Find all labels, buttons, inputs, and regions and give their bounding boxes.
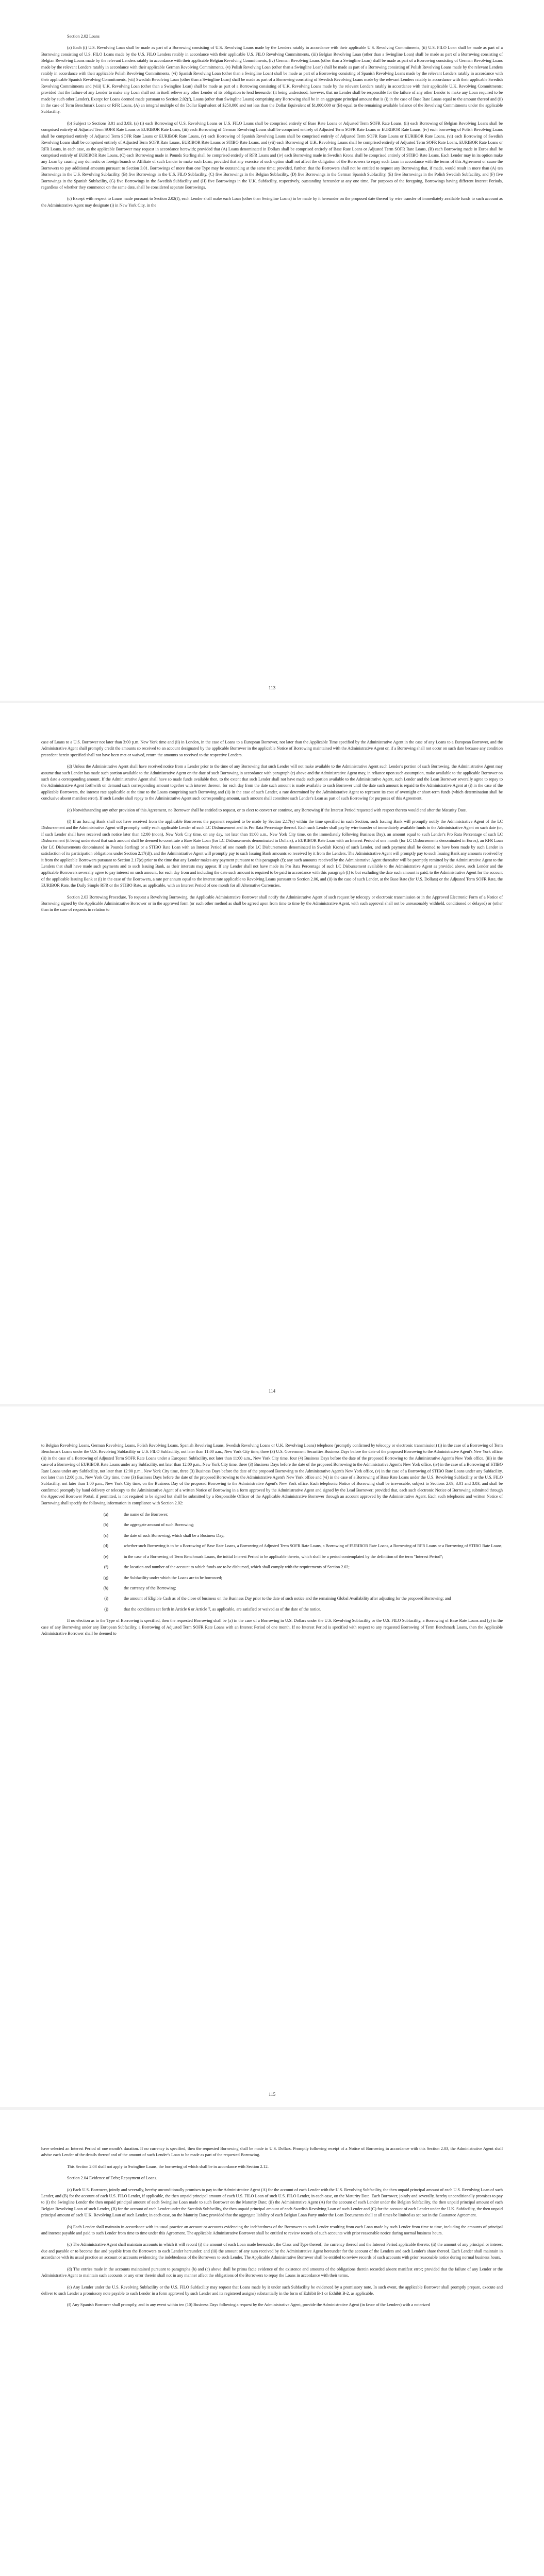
- list-item: (b) the aggregate amount of such Borrowing;: [103, 1522, 194, 1528]
- paragraph-2-02-b: (b) Subject to Sections 3.01 and 3.03, (a) (i) each Borrowing of U.S. Revolving Loans or U.S. FILO Loans shall be comprised entirely of Base Rate Loans or Adjusted Term SOFR Rate Loans, (ii) each Borrowing of Belgian Revolving Loans shall be comprised entirely of Adjusted Term SOFR Rate Loans or EURIBOR Rate Loans, (iii) each Borrowing of German Revolving Loans shall be comprised entirely of Adjusted Term SOFR Rate Loans or EURIBOR Rate Loans, (iv) each borrowing of Polish Revolving Loans shall be comprised entirely of Adjusted Term SOFR Rate Loans or EURIBOR Rate Loans, (v) each Borrowing of Spanish Revolving Loans shall be comprised entirely of Adjusted Term SOFR Rate Loans or EURIBOR Rate Loans, (vi) each Borrowing of Swedish Revolving Loans shall be comprised entirely of Adjusted Term SOFR Rate Loans, EURIBOR Rate Loans or STIBO Rate Loans, and (vii) each Borrowing of U.K. Revolving Loans shall be comprised entirely of Adjusted Term SOFR Rate Loans, EURIBOR Rate Loans or RFR Loans, in each case, as the applicable Borrower may request in accordance herewith; provided that (A) Loans denominated in Dollars shall be comprised entirely of Base Rate Loans or Adjusted Term SOFR Rate Loans, (B) each Borrowing made in Euros shall be comprised entirely of EURIBOR Rate Loans, (C) each Borrowing made in Pounds Sterling shall be comprised entirely of RFR Loans and (iv) each Borrowing made in Swedish Krona shall be comprised entirely of STIBO Rate Loans. Each Lender may in its option make any Loan by causing any domestic or foreign branch or Affiliate of such Lender to make such Loan; provided that any exercise of such option shall not affect the obligation of the Borrowers to repay such Loan in accordance with the terms of this Agreement or cause the Borrowers to pay additional amounts pursuant to Section 3.01. Borrowings of more than one Type may be outstanding at the same time; provided, further, that the Borrowers shall not be entitled to request any Borrowing that, if made, would result in more than (A) ten Borrowings in the U.S. Revolving Subfacility, (B) five Borrowings in the U.S. FILO Subfacility, (C) five Borrowings in the Belgian Subfacility, (D) five Borrowings in the German Spanish Subfacility, (E) five Borrowings in the Polish Swedish Subfacility, and (F) five Borrowings in the Spanish Subfacility, (G) five Borrowings in the Swedish Subfacility and (H) five Borrowings in the U.K. Subfacility, respectively, outstanding hereunder at any one time. For purposes of the foregoing, Borrowings having different Interest Periods, regardless of whether they commence on the same date, shall be considered separate Borrowings.: [41, 121, 503, 190]
- notice-requirements-list: [41, 1512, 503, 1613]
- page-116: [0, 2110, 544, 2576]
- list-item: (c) the date of such Borrowing, which shall be a Business Day;: [103, 1533, 225, 1538]
- page-115-content: [41, 1443, 503, 1642]
- page-114: [0, 703, 544, 1404]
- list-item: (g) the Subfacility under which the Loans are to be borrowed;: [103, 1575, 222, 1580]
- list-item: (a) the name of the Borrower;: [103, 1512, 169, 1517]
- list-item: (i) the amount of Eligible Cash as of the close of business on the Business Day prior to the date of such notice and the remaining Global Availability after adjusting for the proposed Borrowing; and: [104, 1596, 451, 1601]
- page-113-content: [41, 33, 503, 214]
- page-115: [0, 1406, 544, 2107]
- paragraph-2-04-a: (a) Each U.S. Borrower, jointly and severally, hereby unconditionally promises to pay to the Administrative Agent (A) for the account of each Lender with the U.S. Revolving Subfacility, the then unpaid principal amount of each U.S. Revolving Loan of such Lender, and (B) for the account of each U.S. FILO Lender, if applicable, the then unpaid principal amount of each U.S. FILO Loan of such U.S. FILO Lender, in each case, on the Maturity Date. Each Borrower, jointly and severally, hereby unconditionally promises to pay to (i) the Swingline Lender the then unpaid principal amount of each Swingline Loan made to such Borrower on the Maturity Date; (ii) the Administrative Agent (A) for the account of each Lender under the Belgian Subfacility, the then unpaid principal amount of each Belgian Revolving Loan of such Lender, (B) for the account of each Lender under the Swedish Subfacility, the then unpaid principal amount of each Swedish Revolving Loan of such Lender and (C) for the account of each Lender under the U.K. Subfacility, the then unpaid principal amount of each U.K. Revolving Loan of such Lender, in each case, on the Maturity Date; provided that the aggregate liability of each Belgian Loan Party under the Loan Documents shall at all times be limited as set out in the Guarantee Agreement.: [41, 2187, 503, 2218]
- paragraph-2-04-e: (e) Any Lender under the U.S. Revolving Subfacility or the U.S. FILO Subfacility may request that Loans made by it under such Subfacility be evidenced by a promissory note. In such event, the applicable Borrower shall promptly prepare, execute and deliver to such Lender a promissory note payable to such Lender in a form approved by such Lender and its registered assigns) substantially in the form of Exhibit B-1 or Exhibit B-2, as applicable.: [41, 2284, 503, 2296]
- section-heading-2-04: Section 2.04 Evidence of Debt; Repayment of Loans.: [67, 2176, 157, 2181]
- list-item: (d) whether such Borrowing is to be a Borrowing of Base Rate Loans, a Borrowing of Adjusted Term SOFR Rate Loans, a Borrowing of EURIBOR Rate Loans, a Borrowing of RFR Loans or a Borrowing of STIBO Rate Loans;: [103, 1544, 503, 1549]
- paragraph-2-02-a: (a) Each (i) U.S. Revolving Loan shall be made as part of a Borrowing consisting of U.S. Revolving Loans made by the Lenders ratably in accordance with their applicable U.S. Revolving Commitments, (ii) U.S. FILO Loan shall be made as part of a Borrowing consisting of U.S. FILO Loans made by the U.S. FILO Lenders ratably in accordance with their applicable U.S. FILO Revolving Commitments, (iii) Belgian Revolving Loan (other than a Swingline Loan) shall be made as part of a Borrowing consisting of Belgian Revolving Loans made by the relevant Lenders ratably in accordance with their applicable Belgian Revolving Commitments, (iv) German Revolving Loans (other than a Swingline Loan) shall be made as part of a Borrowing consisting of German Revolving Loans made by the relevant Lenders ratably in accordance with their applicable German Revolving Commitments, (v) Polish Revolving Loan (other than a Swingline Loan) shall be made as part of a Borrowing consisting of Polish Revolving Loans made by the relevant Lenders ratably in accordance with their applicable Polish Revolving Commitments, (vi) Spanish Revolving Loan (other than a Swingline Loan) shall be made as part of a Borrowing consisting of Spanish Revolving Loans made by the relevant Lenders ratably in accordance with their applicable Spanish Revolving Commitments, (vii) Swedish Revolving Loan (other than a Swingline Loan) shall be made as part of a Borrowing consisting of Swedish Revolving Loans made by the relevant Lenders ratably in accordance with their applicable Swedish Revolving Commitments and (viii) U.K. Revolving Loan (other than a Swingline Loan) shall be made as part of a Borrowing consisting of U.K. Revolving Loans made by the relevant Lenders ratably in accordance with their applicable U.K. Revolving Commitments; provided that the failure of any Lender to make any Loan shall not in itself relieve any other Lender of its obligation to lend hereunder (it being understood, however, that no Lender shall be responsible for the failure of any other Lender to make any Loan required to be made by such other Lender). Except for Loans deemed made pursuant to Section 2.02(f), Loans (other than Swingline Loans) comprising any Borrowing shall be in an aggregate principal amount that is (i) in the case of Base Rate Loans equal to the amount thereof and (ii) in the case of Term Benchmark Loans or RFR Loans, (A) an integral multiple of the Dollar Equivalent of $250,000 and not less than the Dollar Equivalent of $1,000,000 or (B) equal to the remaining available balance of the Revolving Commitments under the applicable Subfacility.: [41, 45, 503, 114]
- paragraph-2-02-e: (e) Notwithstanding any other provision of this Agreement, no Borrower shall be entitled to request, or to elect to convert or continue, any Borrowing if the Interest Period requested with respect thereto would end after the Maturity Date.: [67, 807, 467, 812]
- paragraph-2-04-f: (f) Any Spanish Borrower shall promptly, and in any event within ten (10) Business Days following a request by the Administrative Agent, provide the Administrative Agent (in favor of the Lenders) with a notarized: [67, 2302, 430, 2308]
- paragraph-swingline-note: This Section 2.03 shall not apply to Swingline Loans, the borrowing of which shall be in accordance with Section 2.12.: [67, 2164, 269, 2169]
- list-item: (h) the currency of the Borrowing;: [103, 1585, 176, 1590]
- list-item: (j) that the conditions set forth in Article 6 or Article 7, as applicable, are satisfied or waived as of the date of the notice.: [104, 1606, 321, 1612]
- page-number: 114: [268, 1388, 276, 1394]
- paragraph-2-04-b: (b) Each Lender shall maintain in accordance with its usual practice an account or accounts evidencing the indebtedness of the Borrowers to such Lender resulting from each Loan made by such Lender from time to time, including the amounts of principal and interest payable and paid to such Lender from time to time under this Agreement. The applicable Administrative Borrower shall be entitled to review records of such accounts with prior reasonable notice during normal business hours.: [41, 2224, 503, 2236]
- paragraph-2-02-c: (c) Except with respect to Loans made pursuant to Section 2.02(f), each Lender shall make each Loan (other than Swingline Loans) to be made by it hereunder on the proposed date thereof by wire transfer of immediately available funds to such account as the Administrative Agent may designate (i) in New York City, in the: [41, 196, 503, 208]
- paragraph-continued: have selected an Interest Period of one month's duration. If no currency is specified, then the requested Borrowing shall be made in U.S. Dollars. Promptly following receipt of a Notice of Borrowing in accordance with this Section 2.03, the Administrative Agent shall advise each Lender of the details thereof and of the amount of such Lender's Loan to be made as part of the requested Borrowing.: [41, 2146, 503, 2158]
- page-113: [0, 0, 544, 701]
- paragraph-2-04-c: (c) The Administrative Agent shall maintain accounts in which it will record (i) the amount of each Loan made hereunder, the Class and Type thereof, the currency thereof and the Interest Period applicable thereto; (ii) the amount of any principal or interest due and payable or to become due and payable from the Borrowers to each Lender hereunder; and (iii) the amount of any sum received by the Administrative Agent hereunder for the account of the Lenders and each Lender's share thereof. Each Lender shall maintain in accordance with its usual practice an account or accounts evidencing the indebtedness of the Borrowers to such Lender. The Applicable Administrative Borrower shall be entitled to review records of such accounts with prior reasonable notice during normal business hours.: [41, 2242, 503, 2260]
- paragraph-default-election: If no election as to the Type of Borrowing is specified, then the requested Borrowing shall be (x) in the case of a Borrowing in U.S. Dollars under the U.S. Revolving Subfacility or the U.S. FILO Subfacility, a Borrowing of Base Rate Loans and (y) in the case of any Borrowing under any European Subfacility, a Borrowing of Adjusted Term SOFR Rate Loans with an Interest Period of one month. If no Interest Period is specified with respect to any requested Borrowing of Term Benchmark Loans, then the Applicable Administrative Borrower shall be deemed to: [41, 1618, 503, 1636]
- page-number: 113: [268, 685, 276, 690]
- page-114-content: [41, 739, 503, 919]
- paragraph-continued: case of Loans to a U.S. Borrower not later than 3:00 p.m. New York time and (ii) in London, in the case of Loans to a European Borrower, not later than the Applicable Time specified by the Administrative Agent in the case of any Loans to a European Borrower, and the Administrative Agent shall promptly credit the amounts so received to an account designated by the applicable Borrower in the applicable Notice of Borrowing maintained with the Administrative Agent or, if a Borrowing shall not occur on such date because any condition precedent herein specified shall not have been met or waived, return the amounts so received to the respective Lenders.: [41, 740, 503, 757]
- page-number: 115: [268, 2092, 276, 2097]
- paragraph-2-04-d: (d) The entries made in the accounts maintained pursuant to paragraphs (b) and (c) above shall be prima facie evidence of the existence and amounts of the obligations therein recorded absent manifest error; provided that the failure of any Lender or the Administrative Agent to maintain such accounts or any error therein shall not in any manner affect the obligations of the Borrowers to repay the Loans in accordance with their terms.: [41, 2266, 503, 2278]
- paragraph-2-02-f: (f) If an Issuing Bank shall not have received from the applicable Borrowers the payment required to be made by Section 2.17(e) within the time specified in such Section, such Issuing Bank will promptly notify the Administrative Agent of the LC Disbursement and the Administrative Agent will promptly notify each applicable Lender of such LC Disbursement and its Pro Rata Percentage thereof. Each such Lender shall pay by wire transfer of immediately available funds to the Administrative Agent on such date (or, if such Lender shall have received such notice later than 12:00 (noon), New York City time, on any day, not later than 11:00 a.m., New York City time, on the immediately following Business Day), an amount equal to such Lender's Pro Rata Percentage of such LC Disbursement (it being understood that such amount shall be deemed to constitute a Base Rate Loan (for LC Disbursements denominated in Dollars), a EURIBOR Rate Loan with an Interest Period of one month (for LC Disbursements denominated in Euros), an RFR Loan (for LC Disbursements denominated in Pounds Sterling) or a STIBO Rate Loan with an Interest Period of one month (for LC Disbursements denominated in Swedish Krona) of such Lender, and such payment shall be deemed to have been made by such Lender in satisfaction of its participation obligations under Section 2.17(d)), and the Administrative Agent will promptly pay to such Issuing Bank amounts so received by it from the Lenders. The Administrative Agent will promptly pay to such Issuing Bank any amounts received by it from the applicable Borrowers pursuant to Section 2.17(e) prior to the time that any Lender makes any payment pursuant to this paragraph (f); any such amounts received by the Administrative Agent thereafter will be promptly remitted by the Administrative Agent to the Lenders that shall have made such payments and to such Issuing Bank, as their interests may appear. If any Lender shall not have made its Pro Rata Percentage of such LC Disbursement available to the Administrative Agent as provided above, such Lender and the applicable Borrowers severally agree to pay interest on such amount, for each day from and including the date such amount is required to be paid in accordance with this paragraph (f) to but excluding the date such amount is paid, to the Administrative Agent for the account of the applicable Issuing Bank at (i) in the case of the Borrowers, a rate per annum equal to the interest rate applicable to Revolving Loans pursuant to Section 2.06, and (ii) in the case of such Lender, at the Base Rate (for U.S. Dollars) or the Adjusted Term SOFR Rate, the EURIBOR Rate, the Daily Simple RFR or the STIBO Rate, as applicable, with an Interest Period of one month for all Alternative Currencies.: [41, 819, 503, 888]
- list-item: (e) in the case of a Borrowing of Term Benchmark Loans, the initial Interest Period to be applicable thereto, which shall be a period contemplated by the definition of the term "Interest Period";: [103, 1554, 443, 1559]
- paragraph-continued: to Belgian Revolving Loans, German Revolving Loans, Polish Revolving Loans, Spanish Revolving Loans, Swedish Revolving Loans or U.K. Revolving Loans) telephone (promptly confirmed by telecopy or electronic transmission) (i) in the case of a Borrowing of Term Benchmark Loans under the U.S. Revolving Subfacility or U.S. FILO Subfacility, not later than 11:00 a.m., New York City time, three (3) U.S. Government Securities Business Days before the date of the proposed Borrowing to the Administrative Agent's New York office; (ii) in the case of a Borrowing of Adjusted Term SOFR Rate Loans under a European Subfacility, not later than 11:00 a.m., New York City time, four (4) Business Days before the date of the proposed Borrowing to the Administrative Agent's New York office, (iii) in the case of a Borrowing of EURIBOR Rate Loans under any Subfacility, not later than 12:00 p.m., New York City time, three (3) Business Days before the date of the proposed Borrowing to the Administrative Agent's New York office, (iv) in the case of a Borrowing of STIBO Rate Loans under any Subfacility, not later than 12:00 p.m., New York City time, three (3) Business Days before the date of the proposed Borrowing to the Administrative Agent's New York office, (v) in the case of a Borrowing of STIBO Rate Loans under any Subfacility, not later than 12:00 p.m., New York City time, three (3) Business Days before the date of the proposed Borrowing to the Administrative Agent's New York office and (vi) in the case of a Borrowing of Base Rate Loans under the U.S. Revolving Subfacility or the U.S. FILO Subfacility, not later than 1:00 p.m., New York City time, on the Business Day of the proposed Borrowing to the Administrative Agent's New York office. Each telephonic Notice of Borrowing shall be irrevocable, subject to Sections 2.09, 3.01 and 3.03, and shall be confirmed promptly by hand delivery or telecopy to the Administrative Agent of a written Notice of Borrowing in a form approved by the Administrative Agent and signed by the Lead Borrower; provided that, each such electronic Notice of Borrowing submitted through the Approved Borrower Portal, if permitted, is not required to be signed but shall be submitted by a Responsible Officer of the Applicable Administrative Borrower through an account approved by the Administrative Agent. Each such telephonic and written Notice of Borrowing shall specify the following information in compliance with Section 2.02:: [41, 1443, 503, 1505]
- section-2-03-borrowing-procedure: Section 2.03 Borrowing Procedure. To request a Revolving Borrowing, the Applicable Administrative Borrower shall notify the Administrative Agent of such request by telecopy or electronic transmission or in the Approved Electronic Form of a Notice of Borrowing signed by the Applicable Administrative Borrower or in the approved form (or such other method as shall be agreed upon from time to time by the Administrative Agent, with such approval shall not be unreasonably withheld, conditioned or delayed) or (other than in the case of requests in relation to: [41, 894, 503, 912]
- section-heading-2-02: Section 2.02 Loans: [67, 34, 100, 39]
- page-116-content: [41, 2146, 503, 2314]
- list-item: (f) the location and number of the account to which funds are to be disbursed, which shall comply with the requirements of Section 2.02;: [104, 1565, 350, 1570]
- paragraph-2-02-d: (d) Unless the Administrative Agent shall have received notice from a Lender prior to the time of any Borrowing that such Lender will not make available to the Administrative Agent such Lender's portion of such Borrowing, the Administrative Agent may assume that such Lender has made such portion available to the Administrative Agent on the date of such Borrowing in accordance with paragraph (c) above and the Administrative Agent may, in reliance upon such assumption, make available to the applicable Borrower on such date a corresponding amount. If the Administrative Agent shall have so made funds available then, to the extent that such Lender shall not have made such portion available to the Administrative Agent, such Lender and the Loan Borrower severally agree to repay to the Administrative Agent forthwith on demand such corresponding amount together with interest thereon, for each day from the date such amount is made available to such Borrower until the date such amount is repaid to the Administrative Agent at (i) in the case of the applicable Borrowers, the interest rate applicable at the time to the Loans comprising such Borrowing and (ii) in the case of such Lender, a rate determined by the Administrative Agent to represent its cost of overnight or short-term funds (which determination shall be conclusive absent manifest error). If such Lender shall repay to the Administrative Agent such corresponding amount, such amount shall constitute such Lender's Loan as part of such Borrowing for purposes of this Agreement.: [41, 764, 503, 801]
